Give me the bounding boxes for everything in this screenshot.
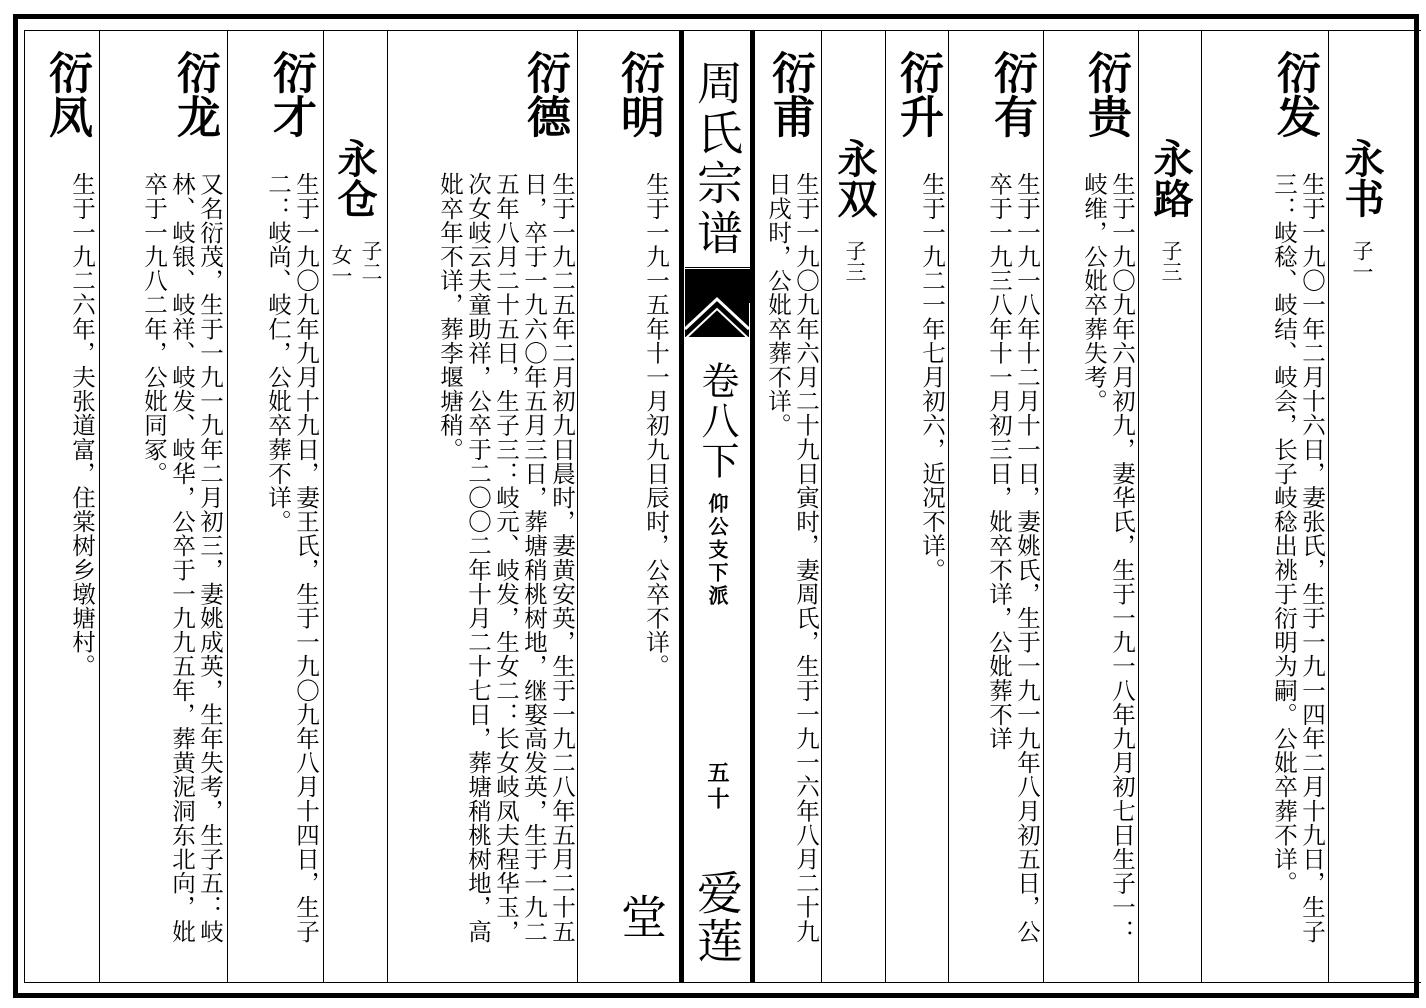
entry-name-yancai: 衍才: [265, 50, 316, 138]
banner-line: [685, 267, 751, 268]
entry-name-yanming: 衍明: [613, 50, 664, 138]
heir-name-yongshu: 永书: [1338, 138, 1385, 218]
column-rule: [948, 31, 949, 982]
entry-name-yangui: 衍贵: [1080, 50, 1131, 138]
column-rule: [227, 31, 228, 982]
entry-name-yansheng: 衍升: [892, 50, 943, 138]
entry-text-yanyou: 生于一九一八年十二月十一日，妻姚氏，生于一九一九年八月初五日，公卒于一九三八年十一月初三日，妣卒不详，公妣葬不详: [985, 172, 1041, 944]
genealogy-title: 周氏宗谱: [690, 59, 744, 259]
heir-relation: 子一: [1350, 240, 1374, 282]
entry-text-yanfu: 生于一九〇九年六月二十九日寅时，妻周氏，生于一九一六年八月二十九日戌时，公妣卒葬不详。: [764, 172, 820, 944]
column-rule: [387, 31, 388, 982]
heir-relation-sons: 子二: [359, 240, 383, 282]
column-rule: [1201, 31, 1202, 982]
entry-text-yanfa: 生于一九〇一年二月十六日，妻张氏，生于一九一四年二月十九日，生子三：岐稔、岐结、岐会，长子岐稔出祧于衍明为嗣。公妣卒葬不详。: [1270, 172, 1326, 944]
entry-text-yanfeng: 生于一九二六年，夫张道富，住棠树乡墩塘村。: [68, 172, 96, 679]
heir-relation-daughters: 女一: [329, 244, 353, 286]
column-rule: [1328, 31, 1329, 982]
column-rule: [1138, 31, 1139, 982]
column-rule: [577, 31, 578, 982]
hall-name: 爱莲堂: [614, 868, 744, 965]
entry-name-yanlong: 衍龙: [169, 50, 220, 138]
column-rule: [885, 31, 886, 982]
entry-text-yanming: 生于一九一五年十一月初九日辰时，公卒不详。: [642, 172, 670, 679]
banner-chevron-icon: [679, 293, 755, 353]
volume-label: 卷八下: [695, 361, 739, 481]
heir-relation: 子三: [843, 240, 867, 282]
entry-name-yanyou: 衍有: [986, 50, 1037, 138]
branch-label: 仰公支下派: [705, 493, 729, 608]
column-rule: [821, 31, 822, 982]
heir-name-yongcang: 永仓: [331, 138, 378, 218]
page-number: 五十: [704, 761, 730, 813]
column-rule: [1043, 31, 1044, 982]
entry-name-yanfeng: 衍凤: [41, 50, 92, 138]
entry-text-yancai: 生于一九〇九年九月十九日，妻王氏，生于一九〇九年八月十四日，生子二：岐尚、岐仁，公妣卒葬不详。: [264, 172, 320, 944]
column-rule: [323, 31, 324, 982]
column-rule: [99, 31, 100, 982]
entry-name-yanfu: 衍甫: [764, 50, 815, 138]
entry-text-yande: 生于一九二五年二月初九日晨时，妻黄安英，生于一九二八年五月二十五日，卒于一九六〇年五月三日，葬塘稍桃树地，继娶高发英，生于一九二五年八月二十五日，生子三：岐元、岐发，生女二：长女岐凤夫程华玉，次女岐云夫童助祥，公卒于二〇〇二年十月二十七日，葬塘稍桃树地，高妣卒年不详，葬李堰塘稍。: [436, 172, 576, 944]
entry-name-yande: 衍德: [519, 50, 570, 138]
heir-relation: 子三: [1159, 240, 1183, 282]
heir-name-yongshuang: 永双: [831, 138, 878, 218]
heir-name-yonglu: 永路: [1147, 138, 1194, 218]
entry-text-yanlong: 又名衍茂，生于一九一九年二月初三，妻姚成英，生年失考，生子五：岐林、岐银、岐祥、岐发、岐华，公卒于一九九五年，葬黄泥洞东北向，妣卒于一九八二年，公妣同冢。: [140, 172, 224, 944]
entry-text-yansheng: 生于一九二一年七月初六，近况不详。: [918, 172, 946, 582]
entry-text-yangui: 生于一九〇九年六月初九，妻华氏，生于一九一八年九月初七日生子一：岐维，公妣卒葬失考。: [1080, 172, 1136, 944]
entry-name-yanfa: 衍发: [1269, 50, 1320, 138]
